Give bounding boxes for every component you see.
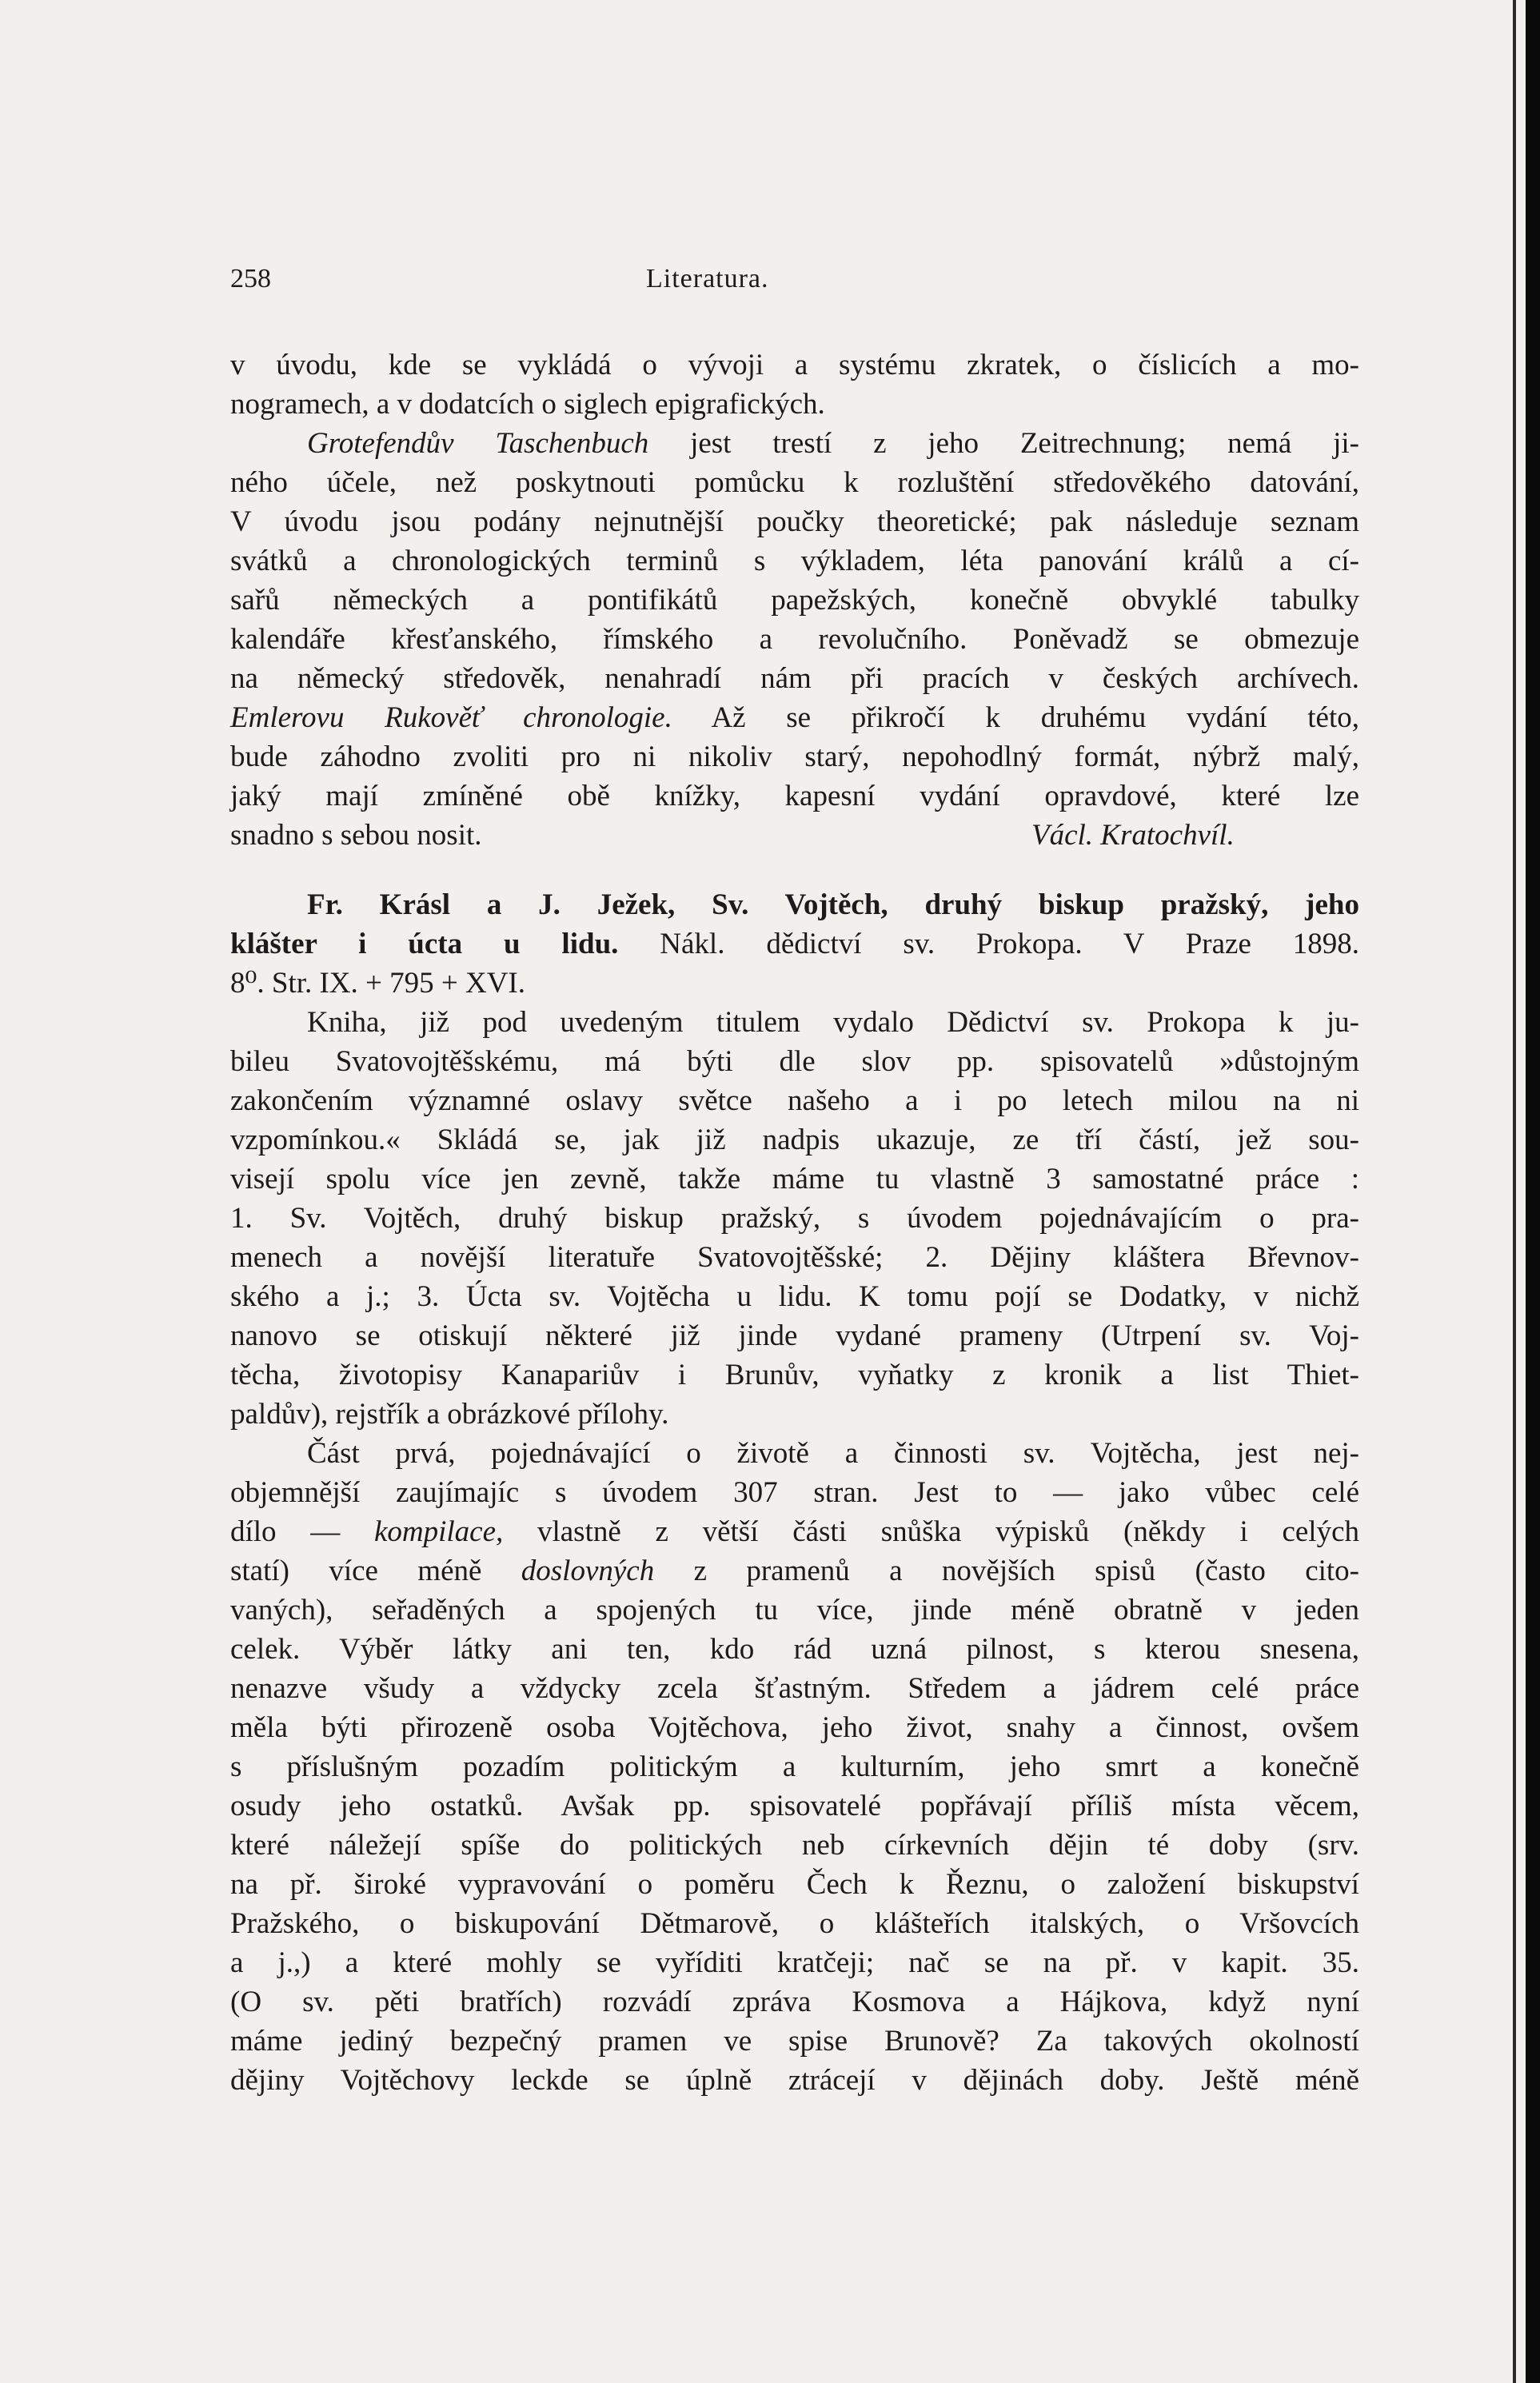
text-line: bude záhodno zvoliti pro ni nikoliv starý, nepohodlný formát, nýbrž malý, — [230, 740, 1359, 773]
text-line: na př. široké vypravování o poměru Čech k Řeznu, o založení biskupství — [230, 1868, 1359, 1901]
bibliographic-entry — [230, 885, 1359, 1003]
text-line: zakončením významné oslavy světce našeho a i po letech milou na ni — [230, 1084, 1359, 1117]
page-edge-line — [1513, 0, 1516, 2383]
text-line: nogramech, a v dodatcích o siglech epigrafických. — [230, 388, 825, 421]
text-line: vzpomínkou.« Skládá se, jak již nadpis ukazuje, ze tří částí, jež sou- — [230, 1124, 1359, 1156]
page-edge — [1526, 0, 1540, 2383]
text-line: těcha, životopisy Kanapariův i Brunův, vyňatky z kronik a list Thiet- — [230, 1359, 1359, 1391]
text-line: dějiny Vojtěchovy leckde se úplně ztrácejí v dějinách doby. Ještě méně — [230, 2064, 1359, 2097]
italic-title: Grotefendův Taschenbuch — [307, 427, 649, 460]
page-number: 258 — [230, 264, 271, 293]
text-line: statí) více méně doslovných z pramenů a novějších spisů (často cito- — [230, 1555, 1359, 1587]
text-line: ského a j.; 3. Úcta sv. Vojtěcha u lidu. K tomu pojí se Dodatky, v nichž — [230, 1280, 1359, 1313]
signature: Václ. Kratochvíl. — [1031, 819, 1235, 852]
text-line: svátků a chronologických terminů s výkladem, léta panování králů a cí- — [230, 545, 1359, 577]
italic-title: Emlerovu Rukověť chronologie. — [230, 701, 672, 734]
entry-line: 8⁰. Str. IX. + 795 + XVI. — [230, 967, 526, 1000]
text-line: jaký mají zmíněné obě knížky, kapesní vydání opravdové, které lze — [230, 780, 1359, 812]
text-line: a j.,) a které mohly se vyříditi kratčeji; nač se na př. v kapit. 35. — [230, 1946, 1359, 1979]
text-line: v úvodu, kde se vykládá o vývoji a systému zkratek, o číslicích a mo- — [230, 349, 1359, 381]
running-title: Literatura. — [646, 264, 769, 293]
text-line: Grotefendův Taschenbuch jest trestí z jeho Zeitrechnung; nemá ji- — [307, 427, 1359, 460]
text-line: objemnější zaujímajíc s úvodem 307 stran. Jest to — jako vůbec celé — [230, 1476, 1359, 1509]
text-line: máme jediný bezpečný pramen ve spise Brunově? Za takových okolností — [230, 2025, 1359, 2058]
text-line: osudy jeho ostatků. Avšak pp. spisovatelé popřávají příliš místa věcem, — [230, 1790, 1359, 1822]
text-line: 1. Sv. Vojtěch, druhý biskup pražský, s úvodem pojednávajícím o pra- — [230, 1202, 1359, 1235]
entry-line: Fr. Krásl a J. Ježek, Sv. Vojtěch, druhý biskup pražský, jeho — [307, 888, 1359, 921]
text-line: nenazve všudy a vždycky zcela šťastným. Středem a jádrem celé práce — [230, 1672, 1359, 1705]
text-line: které náležejí spíše do politických neb církevních dějin té doby (srv. — [230, 1829, 1359, 1862]
text-line: menech a novější literatuře Svatovojtěšské; 2. Dějiny kláštera Břevnov- — [230, 1241, 1359, 1274]
text-block — [230, 345, 1359, 2100]
text-line: s příslušným pozadím politickým a kulturním, jeho smrt a konečně — [230, 1750, 1359, 1783]
text-line: Kniha, již pod uvedeným titulem vydalo Dědictví sv. Prokopa k ju- — [307, 1006, 1359, 1039]
text-line: ného účele, než poskytnouti pomůcku k rozluštění středověkého datování, — [230, 466, 1359, 499]
text-line: V úvodu jsou podány nejnutnější poučky theoretické; pak následuje seznam — [230, 505, 1359, 538]
text-line: paldův), rejstřík a obrázkové přílohy. — [230, 1398, 669, 1431]
text-line: Pražského, o biskupování Dětmarově, o klášteřích italských, o Vršovcích — [230, 1907, 1359, 1940]
text-line: nanovo se otiskují některé již jinde vydané prameny (Utrpení sv. Voj- — [230, 1319, 1359, 1352]
text-line: bileu Svatovojtěšskému, má býti dle slov pp. spisovatelů »důstojným — [230, 1045, 1359, 1078]
entry-line: klášter i úcta u lidu. Nákl. dědictví sv. Prokopa. V Praze 1898. — [230, 928, 1359, 960]
text-line: dílo — kompilace, vlastně z větší části snůška výpisků (někdy i celých — [230, 1515, 1359, 1548]
page-header — [230, 264, 1350, 312]
text-line: Část prvá, pojednávající o životě a činnosti sv. Vojtěcha, jest nej- — [307, 1437, 1359, 1470]
text-line: měla býti přirozeně osoba Vojtěchova, jeho život, snahy a činnost, ovšem — [230, 1711, 1359, 1744]
text-line: kalendáře křesťanského, římského a revolučního. Poněvadž se obmezuje — [230, 623, 1359, 656]
text-line: celek. Výběr látky ani ten, kdo rád uzná pilnost, s kterou snesena, — [230, 1633, 1359, 1666]
text-line: na německý středověk, nenahradí nám při pracích v českých archívech. — [230, 662, 1359, 695]
text-line: Emlerovu Rukověť chronologie. Až se přikročí k druhému vydání této, — [230, 701, 1359, 734]
text-line: snadno s sebou nosit. Václ. Kratochvíl. — [230, 816, 1359, 855]
text-line: visejí spolu více jen zevně, takže máme tu vlastně 3 samostatné práce : — [230, 1163, 1359, 1195]
text-line: sařů německých a pontifikátů papežských, konečně obvyklé tabulky — [230, 584, 1359, 617]
text-line: (O sv. pěti bratřích) rozvádí zpráva Kosmova a Hájkova, když nyní — [230, 1986, 1359, 2018]
text-line: vaných), seřaděných a spojených tu více, jinde méně obratně v jeden — [230, 1594, 1359, 1627]
